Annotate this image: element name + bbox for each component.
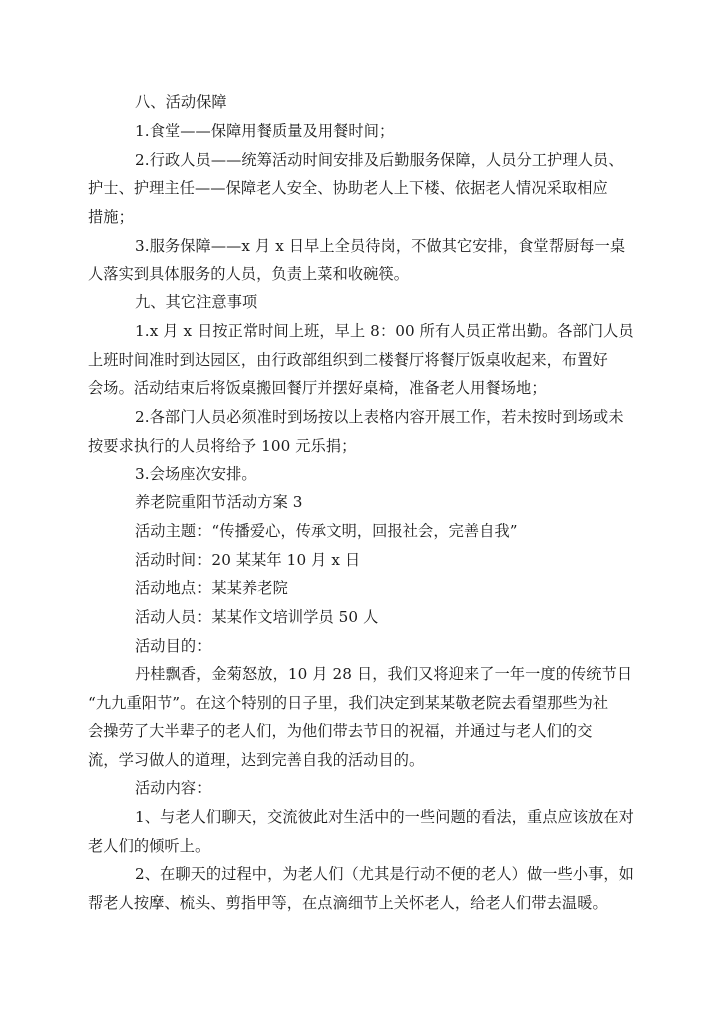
plan-title: 养老院重阳节活动方案 3 xyxy=(135,493,303,511)
section-heading-9: 九、其它注意事项 xyxy=(135,293,258,311)
section-heading-8: 八、活动保障 xyxy=(135,93,227,111)
paragraph-line: “九九重阳节”。在这个特别的日子里，我们决定到某某敬老院去看望那些为社 xyxy=(88,694,609,712)
paragraph-line: 2.各部门人员必须准时到场按以上表格内容开展工作，若未按时到场或未 xyxy=(135,408,624,426)
activity-purpose-label: 活动目的： xyxy=(135,637,212,655)
activity-time: 活动时间：20 某某年 10 月 x 日 xyxy=(135,551,361,569)
paragraph-line: 人落实到具体服务的人员，负责上菜和收碗筷。 xyxy=(88,265,410,283)
paragraph-line: 1.食堂——保障用餐质量及用餐时间； xyxy=(135,122,395,140)
paragraph-line: 1.x 月 x 日按正常时间上班，早上 8：00 所有人员正常出勤。各部门人员 xyxy=(135,322,634,340)
paragraph-line: 上班时间准时到达园区，由行政部组织到二楼餐厅将餐厅饭桌收起来，布置好 xyxy=(88,351,608,369)
paragraph-line: 丹桂飘香，金菊怒放，10 月 28 日，我们又将迎来了一年一度的传统节日 xyxy=(135,665,633,683)
paragraph-line: 会场。活动结束后将饭桌搬回餐厅并摆好桌椅，准备老人用餐场地； xyxy=(88,379,547,397)
paragraph-line: 会操劳了大半辈子的老人们，为他们带去节日的祝福，并通过与老人们的交 xyxy=(88,722,593,740)
activity-participants: 活动人员：某某作文培训学员 50 人 xyxy=(135,608,379,626)
paragraph-line: 流，学习做人的道理，达到完善自我的活动目的。 xyxy=(88,751,425,769)
activity-theme: 活动主题：“传播爱心，传承文明，回报社会，完善自我” xyxy=(135,522,518,540)
paragraph-line: 老人们的倾听上。 xyxy=(88,837,211,855)
paragraph-line: 帮老人按摩、梳头、剪指甲等，在点滴细节上关怀老人，给老人们带去温暖。 xyxy=(88,894,608,912)
activity-location: 活动地点：某某养老院 xyxy=(135,579,288,597)
activity-content-label: 活动内容： xyxy=(135,779,212,797)
paragraph-line: 措施； xyxy=(88,208,134,226)
paragraph-line: 3.会场座次安排。 xyxy=(135,465,257,483)
paragraph-line: 3.服务保障——x 月 x 日早上全员待岗，不做其它安排，食堂帮厨每一桌 xyxy=(135,237,626,255)
paragraph-line: 1、与老人们聊天，交流彼此对生活中的一些问题的看法，重点应该放在对 xyxy=(135,808,634,826)
paragraph-line: 2、在聊天的过程中，为老人们（尤其是行动不便的老人）做一些小事，如 xyxy=(135,865,634,883)
paragraph-line: 2.行政人员——统筹活动时间安排及后勤服务保障，人员分工护理人员、 xyxy=(135,151,624,169)
paragraph-line: 按要求执行的人员将给予 100 元乐捐； xyxy=(88,437,357,455)
paragraph-line: 护士、护理主任——保障老人安全、协助老人上下楼、依据老人情况采取相应 xyxy=(88,179,608,197)
